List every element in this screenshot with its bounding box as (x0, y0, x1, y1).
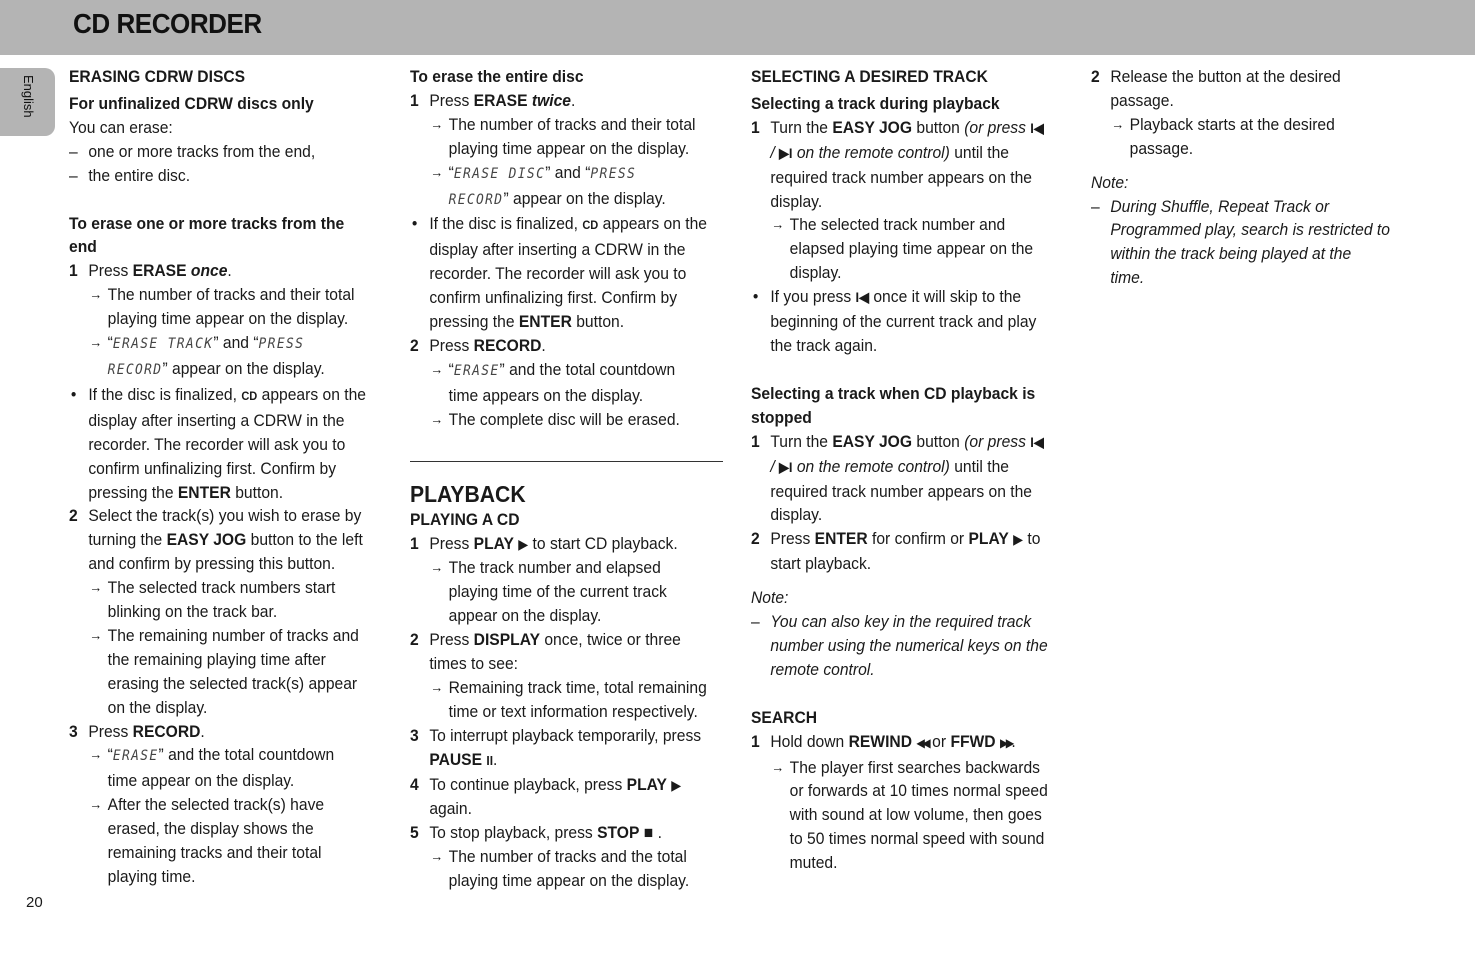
arrow-icon: → (430, 360, 444, 377)
bullet-item: • If the disc is finalized, CD appears on the display after inserting a CDRW in the recorder. The recorder will ask you to confirm unfinalizing first. Confirm by pressing the ENTER button. (70, 384, 366, 502)
arrow-icon: → (771, 216, 785, 233)
page-number: 20 (26, 894, 43, 911)
step-2: 2 Press ENTER for confirm or PLAY ▶ to start playback. (751, 529, 1041, 574)
pause-icon: II (486, 752, 494, 768)
next-icon: ▶I (779, 144, 793, 161)
arrow-icon: → (89, 626, 103, 643)
result-item: → The number of tracks and the total playing time appear on the display. (430, 847, 690, 891)
step-3: 3 To interrupt playback temporarily, press PAUSE II. (410, 725, 702, 769)
list-item: – one or more tracks from the end, (69, 140, 382, 164)
display-text: PRESS (258, 336, 305, 353)
bullet-symbol: • (411, 214, 418, 234)
playback-heading: PLAYBACK (410, 480, 526, 507)
column-erase-disc-playback (410, 65, 723, 893)
next-icon: ▶I (779, 458, 793, 475)
result-item: → The complete disc will be erased. (410, 408, 723, 432)
display-text: ERASE DISC (453, 165, 546, 182)
display-text: PRESS (590, 165, 637, 182)
result-item: → Remaining track time, total remaining time or text information respectively. (430, 677, 707, 721)
result-item: → “ERASE” and the total countdown time appears on the display. (430, 359, 676, 405)
subheading: For unfinalized CDRW discs only (69, 93, 314, 113)
step-1: 1 Turn the EASY JOG button (or press I◀ / ▶I on the remote control) until the required track number appears on the display. (751, 431, 1044, 525)
arrow-icon: → (89, 579, 103, 596)
arrow-icon: → (430, 163, 444, 180)
column-erase-tracks (69, 65, 382, 889)
result-item: → The selected track numbers start blinking on the track bar. (89, 578, 336, 622)
section-title: To erase one or more tracks from the end (69, 213, 345, 257)
column-search-continued (1091, 65, 1404, 290)
cd-icon: CD (582, 218, 599, 233)
step-2: 2 Release the button at the desired passage. (1091, 67, 1341, 110)
previous-icon: I◀ (855, 289, 870, 306)
dash-symbol: – (69, 165, 78, 185)
step-2: 2 Press DISPLAY once, twice or three times to see: (410, 630, 681, 674)
display-text: ERASE (112, 748, 159, 765)
arrow-icon: → (771, 758, 785, 775)
result-item: → “ERASE TRACK” and “PRESS RECORD” appear on the display. (89, 333, 325, 378)
section-divider (410, 461, 723, 462)
bullet-item: • If you press I◀ once it will skip to the beginning of the current track and play the track again. (752, 287, 1037, 355)
arrow-icon: → (430, 678, 444, 695)
section-title: To erase the entire disc (410, 67, 584, 86)
step-1: 1 Hold down REWIND ◀◀ or FFWD ▶▶. (751, 731, 1016, 751)
step-1: 1 Press ERASE twice. (410, 90, 576, 110)
list-item: – the entire disc. (69, 164, 382, 188)
arrow-icon: → (89, 796, 103, 813)
note-text: – You can also key in the required track number using the numerical keys on the remote control. (751, 612, 1048, 679)
stop-icon: ■ (643, 823, 654, 843)
arrow-icon: → (1111, 115, 1125, 132)
arrow-icon: → (89, 746, 103, 763)
subheading: Selecting a track during playback (751, 93, 1000, 113)
result-item: → After the selected track(s) have erased, the display shows the remaining tracks and their total playing time. (89, 795, 325, 886)
arrow-icon: → (89, 334, 103, 351)
playing-heading: PLAYING A CD (410, 509, 520, 529)
arrow-icon: → (430, 559, 444, 576)
step-2: 2 Select the track(s) you wish to erase by turning the EASY JOG button to the left and confirm by pressing this button. (69, 506, 363, 574)
result-item: → “ERASE” and the total countdown time appear on the display. (89, 745, 335, 791)
section-heading: SELECTING A DESIRED TRACK (751, 67, 988, 86)
rewind-icon: ◀◀ (916, 735, 928, 750)
display-text: ERASE TRACK (112, 336, 214, 353)
intro-text: You can erase: (69, 117, 173, 137)
dash-symbol: – (69, 141, 78, 161)
subheading: Selecting a track when CD playback is stopped (751, 383, 1036, 427)
step-1: 1 Press ERASE once. (69, 261, 232, 281)
note-label: Note: (1091, 172, 1129, 192)
result-item: → The player first searches backwards or forwards at 10 times normal speed with sound at low volume, then goes to 50 times normal speed with sound muted. (771, 757, 1048, 873)
cd-icon: CD (241, 388, 258, 403)
play-icon: ▶ (1013, 531, 1024, 548)
bullet-item: • If the disc is finalized, CD appears on the display after inserting a CDRW in the recorder. The recorder will ask you to confirm unfinalizing first. Confirm by pressing the ENTER button. (411, 214, 707, 332)
section-heading: ERASING CDRW DISCS (69, 67, 246, 86)
result-item: → The selected track number and elapsed playing time appear on the display. (771, 215, 1034, 283)
result-item: → Playback starts at the desired passage. (1111, 114, 1335, 158)
previous-icon: I◀ (1030, 433, 1044, 450)
page-title: CD RECORDER (73, 8, 262, 39)
result-item: → The number of tracks and their total playing time appear on the display. (89, 285, 355, 329)
arrow-icon: → (89, 286, 103, 303)
bullet-symbol: • (70, 384, 77, 404)
dash-symbol: – (1091, 196, 1100, 216)
arrow-icon: → (430, 848, 444, 865)
step-2: 2 Press RECORD. (410, 335, 546, 355)
display-text: ERASE (453, 362, 500, 379)
fast-forward-icon: ▶▶ (999, 735, 1012, 750)
bullet-symbol: • (752, 287, 759, 307)
note-text: – During Shuffle, Repeat Track or Programmed play, search is restricted to within the track being played at the time. (1091, 196, 1390, 288)
play-icon: ▶ (671, 776, 682, 793)
language-label: English (21, 75, 36, 118)
result-item: → “ERASE DISC” and “PRESS RECORD” appear on the display. (430, 162, 666, 208)
play-icon: ▶ (518, 535, 529, 552)
arrow-icon: → (430, 410, 444, 427)
step-1: 1 Turn the EASY JOG button (or press I◀ / ▶I on the remote control) until the required track number appears on the display. (751, 117, 1044, 211)
dash-symbol: – (751, 612, 760, 632)
result-item: → The remaining number of tracks and the remaining playing time after erasing the selected track(s) appear on the display. (89, 625, 359, 717)
note-label: Note: (751, 588, 789, 608)
display-text: RECORD (448, 191, 504, 208)
search-heading: SEARCH (751, 707, 818, 727)
step-4: 4 To continue playback, press PLAY ▶ again. (410, 774, 682, 819)
step-1: 1 Press PLAY ▶ to start CD playback. (410, 533, 678, 553)
step-5: 5 To stop playback, press STOP ■ . (410, 823, 662, 843)
display-text: RECORD (107, 361, 163, 378)
column-select-track (751, 65, 1064, 875)
previous-icon: I◀ (1030, 119, 1044, 136)
result-item: → The number of tracks and their total playing time appear on the display. (430, 114, 696, 158)
result-item: → The track number and elapsed playing time of the current track appear on the display. (430, 558, 667, 626)
arrow-icon: → (430, 115, 444, 132)
step-3: 3 Press RECORD. (69, 721, 205, 741)
